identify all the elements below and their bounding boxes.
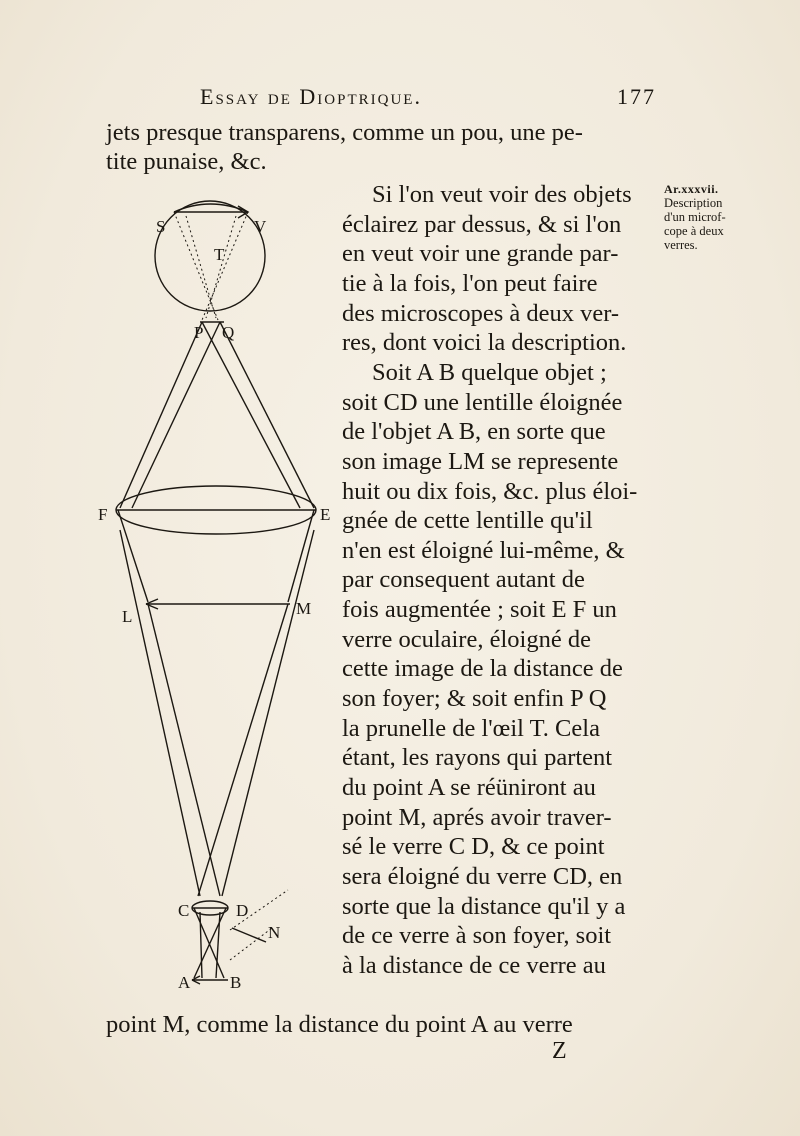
margin-note-line: d'un microf- (664, 210, 726, 224)
margin-note-line: Description (664, 196, 723, 210)
text-line: la prunelle de l'œil T. Cela (342, 714, 600, 742)
figure-label-q: Q (222, 323, 235, 342)
text-line: sorte que la distance qu'il y a (342, 892, 626, 920)
text-line: point M, aprés avoir traver- (342, 803, 612, 831)
margin-note (664, 182, 774, 252)
margin-note-line: cope à deux (664, 224, 724, 238)
text-line: tite punaise, &c. (106, 148, 267, 175)
running-header (200, 84, 660, 114)
text-line: point M, comme la distance du point A au verre (106, 1011, 573, 1038)
text-line: gnée de cette lentille qu'il (342, 507, 593, 535)
figure-label-n: N (268, 923, 281, 942)
text-line: de ce verre à son foyer, soit (342, 922, 612, 950)
text-line: sé le verre C D, & ce point (342, 833, 605, 861)
page-number: 177 (617, 84, 656, 109)
text-line: verre oculaire, éloigné de (342, 625, 591, 653)
text-line: de l'objet A B, en sorte que (342, 418, 606, 446)
figure-label-f: F (98, 505, 108, 524)
text-line: étant, les rayons qui partent (342, 744, 613, 772)
signature-mark: Z (552, 1038, 567, 1064)
figure-label-c: C (178, 901, 190, 920)
figure-label-m: M (296, 599, 312, 618)
figure-label-d: D (236, 901, 249, 920)
figure-label-e: E (320, 505, 331, 524)
text-line: en veut voir une grande par- (342, 240, 619, 268)
text-line: Si l'on veut voir des objets (372, 181, 632, 208)
figure-label-b: B (230, 973, 242, 992)
text-line: tie à la fois, l'on peut faire (342, 269, 598, 297)
text-line: son image LM se represente (342, 447, 619, 475)
figure-label-l: L (122, 607, 133, 626)
text-line: n'en est éloigné lui-même, & (342, 536, 625, 564)
text-line: soit CD une lentille éloignée (342, 388, 623, 416)
figure-label-t: T (214, 245, 225, 264)
figure-label-v: V (254, 217, 267, 236)
margin-note-line: verres. (664, 238, 698, 252)
text-line: Soit A B quelque objet ; (372, 358, 607, 386)
figure-label-a: A (178, 973, 191, 992)
figure-label-p: P (194, 323, 204, 342)
text-line: à la distance de ce verre au (342, 951, 606, 979)
text-line: cette image de la distance de (342, 655, 623, 683)
text-line: des microscopes à deux ver- (342, 299, 620, 327)
eye-circle (155, 201, 265, 311)
text-line: par consequent autant de (342, 566, 585, 594)
text-line: res, dont voici la description. (342, 329, 627, 357)
figure-label-s: S (156, 217, 166, 236)
text-line: éclairez par dessus, & si l'on (342, 210, 622, 238)
arrow-sv (174, 204, 248, 212)
running-title: Essay de Dioptrique. (200, 84, 422, 109)
text-line: du point A se réüniront au (342, 774, 596, 801)
text-line: son foyer; & soit enfin P Q (342, 685, 607, 713)
text-line: sera éloigné du verre CD, en (342, 862, 623, 890)
text-line: fois augmentée ; soit E F un (342, 596, 617, 624)
margin-note-heading: Ar.xxxvii. (664, 182, 719, 196)
text-line: huit ou dix fois, &c. plus éloi- (342, 477, 638, 505)
microscope-diagram (96, 190, 346, 1000)
text-line: jets presque transparens, comme un pou, une pe- (106, 119, 583, 146)
